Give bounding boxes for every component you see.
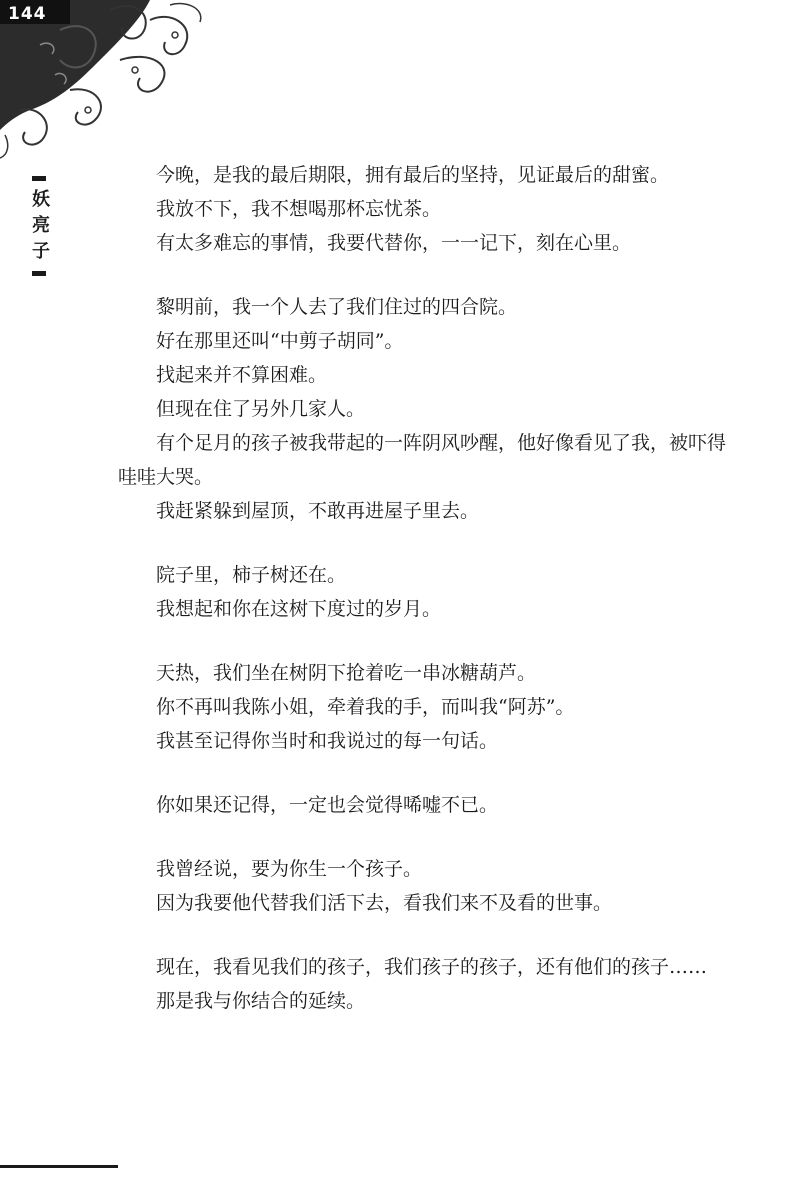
paragraph: 院子里，柿子树还在。 [156, 564, 347, 586]
paragraph-gap [118, 626, 728, 656]
paragraph: 因为我要他代替我们活下去，看我们来不及看的世事。 [156, 892, 613, 914]
paragraph: 我想起和你在这树下度过的岁月。 [156, 598, 442, 620]
paragraph: 现在，我看见我们的孩子，我们孩子的孩子，还有他们的孩子…… [156, 956, 708, 978]
footer-rule [0, 1165, 118, 1168]
side-bracket-top [32, 176, 46, 181]
paragraph: 今晚，是我的最后期限，拥有最后的坚持，见证最后的甜蜜。 [156, 164, 670, 186]
paragraph: 天热，我们坐在树阴下抢着吃一串冰糖葫芦。 [156, 662, 537, 684]
paragraph: 找起来并不算困难。 [156, 364, 328, 386]
page-number: 144 [8, 4, 47, 24]
side-title-text: 妖亮子 [29, 189, 50, 267]
paragraph: 我赶紧躲到屋顶，不敢再进屋子里去。 [156, 500, 480, 522]
paragraph: 我放不下，我不想喝那杯忘忧茶。 [156, 198, 442, 220]
paragraph: 我甚至记得你当时和我说过的每一句话。 [156, 730, 499, 752]
paragraph: 我曾经说，要为你生一个孩子。 [156, 858, 423, 880]
paragraph: 有太多难忘的事情，我要代替你，一一记下，刻在心里。 [156, 232, 632, 254]
decorative-corner-illustration [0, 0, 220, 160]
paragraph: 那是我与你结合的延续。 [156, 990, 366, 1012]
body-text [118, 158, 728, 1018]
paragraph-gap [118, 260, 728, 290]
paragraph-gap [118, 758, 728, 788]
paragraph: 好在那里还叫“中剪子胡同”。 [156, 330, 404, 352]
paragraph: 但现在住了另外几家人。 [156, 398, 366, 420]
paragraph: 你如果还记得，一定也会觉得唏嘘不已。 [156, 794, 499, 816]
paragraph-gap [118, 528, 728, 558]
side-running-title [26, 176, 52, 276]
paragraph-gap [118, 920, 728, 950]
paragraph-gap [118, 822, 728, 852]
paragraph: 你不再叫我陈小姐，牵着我的手，而叫我“阿苏”。 [156, 696, 575, 718]
paragraph: 有个足月的孩子被我带起的一阵阴风吵醒，他好像看见了我，被吓得哇哇大哭。 [118, 432, 727, 488]
side-bracket-bottom [32, 271, 46, 276]
paragraph: 黎明前，我一个人去了我们住过的四合院。 [156, 296, 518, 318]
